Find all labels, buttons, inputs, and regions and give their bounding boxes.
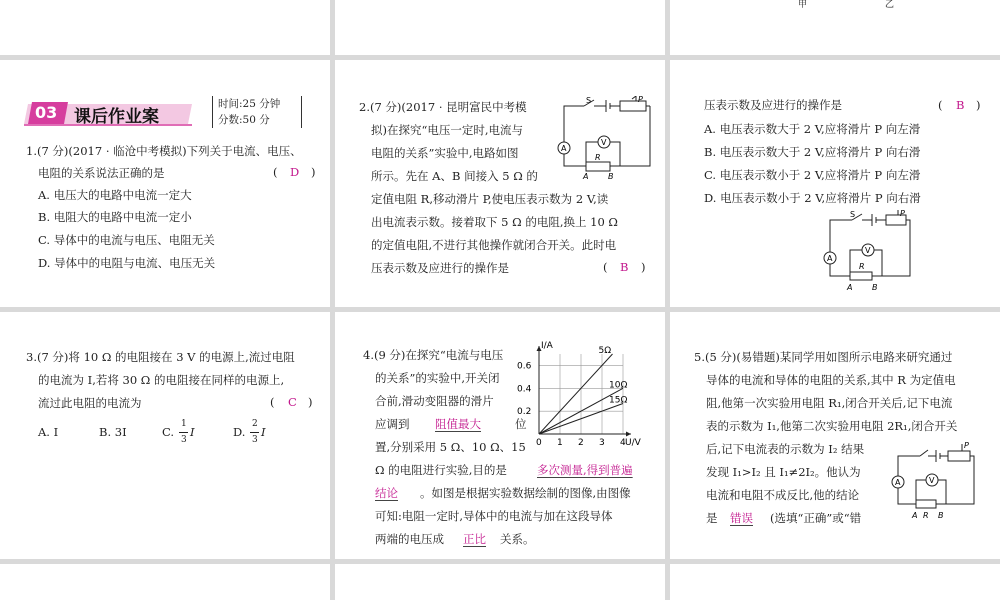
q3-option-c-den: 3 (181, 435, 187, 445)
q5-line-5: 后,记下电流表的示数为 I₂ 结果 (706, 442, 865, 456)
q5-voltmeter-label: V (929, 476, 935, 485)
top-panel-right (670, 0, 1000, 55)
circuit-label-p: P (638, 96, 643, 104)
q4-line-6-pre: Ω 的电阻进行实验,目的是 (375, 463, 507, 477)
q1-paren-open: ( (273, 165, 278, 179)
panel-q1 (0, 60, 330, 307)
q4-iu-chart (513, 340, 663, 448)
q4-line-4-pre: 应调到 (375, 417, 410, 431)
q3-option-d-num: 2 (252, 419, 258, 429)
label-yi: 乙 (885, 0, 895, 10)
q5-line-4: 表的示数为 I₁,他第二次实验用电阻 2R₁,闭合开关 (706, 419, 958, 433)
series-label-2: 15Ω (609, 395, 628, 406)
ammeter-label: A (561, 144, 567, 153)
q5-line-6: 发现 I₁>I₂ 且 I₁≠2I₂。他认为 (706, 465, 861, 479)
node-b-label: B (608, 172, 614, 180)
q5-line-1: 5.(5 分)(易错题)某同学用如图所示电路来研究通过 (694, 350, 953, 364)
q1-option-b: B. 电阻大的电路中电流一定小 (38, 210, 192, 224)
x-axis-arrow (626, 432, 631, 437)
y-axis-label: I/A (541, 341, 553, 351)
q2c-option-a: A. 电压表示数大于 2 V,应将滑片 P 向左滑 (704, 122, 921, 136)
q2-line-4: 所示。先在 A、B 间接入 5 Ω 的 (371, 169, 538, 183)
q3-option-d-den: 3 (252, 435, 258, 445)
q2c-label-p: P (900, 210, 905, 218)
q1-option-a: A. 电压大的电路中电流一定大 (38, 188, 192, 202)
q4-blank-2b: 结论 (375, 486, 398, 500)
q3-paren-close: ) (308, 395, 313, 409)
q2-answer: B (620, 260, 629, 274)
panel-q5 (670, 312, 1000, 559)
q1-paren-close: ) (311, 165, 316, 179)
q5-node-a-label: A (912, 511, 918, 520)
q5-ammeter-label: A (895, 478, 901, 487)
x-tick-label-1: 1 (557, 438, 563, 448)
q5-line-8-post: (选填“正确”或“错 (770, 511, 862, 525)
q5-line-8-pre: 是 (706, 511, 718, 525)
panel-q3 (0, 312, 330, 559)
q3-line-1: 3.(7 分)将 10 Ω 的电阻接在 3 V 的电源上,流过电阻 (26, 350, 295, 364)
section-banner (24, 100, 192, 126)
q1-answer: D (290, 165, 300, 179)
bottom-panel-right (670, 564, 1000, 600)
q4-line-9-post: 关系。 (500, 532, 535, 546)
label-jia: 甲 (798, 0, 808, 10)
q2c-paren-close: ) (976, 98, 981, 112)
section-number: 03 (35, 103, 58, 122)
q2c-circuit-diagram (820, 210, 920, 292)
panel-q2 (335, 60, 665, 307)
bottom-panel-middle (335, 564, 665, 600)
x-axis-label: U/V (625, 438, 641, 448)
q5-line-7: 电流和电阻不成反比,他的结论 (706, 488, 860, 502)
series-label-1: 10Ω (609, 380, 628, 391)
x-tick-label-4: 4 (620, 438, 626, 448)
q4-line-3: 合前,滑动变阻器的滑片 (375, 394, 494, 408)
q2c-answer: B (956, 98, 965, 112)
q4-line-1: 4.(9 分)在探究“电流与电压 (363, 348, 504, 362)
resistor-label: R (595, 153, 601, 162)
q4-line-5: 置,分别采用 5 Ω、10 Ω、15 (375, 440, 526, 454)
q2c-voltmeter-label: V (865, 246, 871, 255)
q1-line-2: 电阻的关系说法正确的是 (38, 166, 165, 180)
x-tick-label-3: 3 (599, 438, 605, 448)
score-text: 分数:50 分 (218, 114, 270, 126)
q4-line-9-pre: 两端的电压成 (375, 532, 444, 546)
x-tick-label-2: 2 (578, 438, 584, 448)
q2c-option-b: B. 电压表示数大于 2 V,应将滑片 P 向右滑 (704, 145, 921, 159)
q2c-label-s: S (850, 210, 856, 219)
q5-node-b-label: B (938, 511, 944, 520)
y-tick-label-2: 0.6 (517, 361, 532, 372)
q2c-line: 压表示数及应进行的操作是 (704, 98, 842, 112)
q2-line-3: 电阻的关系”实验中,电路如图 (371, 146, 519, 160)
series-label-0: 5Ω (598, 346, 612, 356)
q1-option-d: D. 导体中的电阻与电流、电压无关 (38, 256, 216, 270)
q2-paren-close: ) (641, 260, 646, 274)
y-tick-label-0: 0.2 (517, 407, 532, 418)
panel-q2-continued (670, 60, 1000, 307)
q5-label-p: P (964, 441, 969, 450)
top-panel-middle (335, 0, 665, 55)
section-title: 课后作业案 (74, 107, 159, 127)
q4-line-4-post: 位 (515, 417, 527, 431)
q2c-option-d: D. 电压表示数小于 2 V,应将滑片 P 向右滑 (704, 191, 921, 205)
q2-paren-open: ( (603, 260, 608, 274)
q5-blank: 错误 (730, 511, 753, 525)
node-a-label: A (583, 172, 589, 180)
y-tick-label-1: 0.4 (517, 384, 532, 395)
q2c-resistor-label: R (859, 262, 865, 271)
circuit-label-s: S (586, 96, 592, 105)
q3-answer: C (288, 395, 297, 409)
q5-line-2: 导体的电流和导体的电阻的关系,其中 R 为定值电 (706, 373, 956, 387)
top-panel-left (0, 0, 330, 55)
q5-line-3: 阻,他第一次实验用电阻 R₁,闭合开关后,记下电流 (706, 396, 953, 410)
q4-line-7-post: 。如图是根据实验数据绘制的图像,由图像 (420, 486, 631, 500)
q2-circuit-diagram (550, 96, 662, 180)
q5-circuit-diagram (890, 438, 980, 522)
q2c-paren-open: ( (938, 98, 943, 112)
time-text: 时间:25 分钟 (218, 98, 281, 110)
q3-option-c-num: 1 (181, 419, 187, 429)
q2c-option-c: C. 电压表示数小于 2 V,应将滑片 P 向左滑 (704, 168, 921, 182)
q5-resistor-label: R (923, 511, 929, 520)
q2-line-7: 的定值电阻,不进行其他操作就闭合开关。此时电 (371, 238, 617, 252)
q2-line-6: 出电流表示数。接着取下 5 Ω 的电阻,换上 10 Ω (371, 215, 618, 229)
q2-line-1: 2.(7 分)(2017 · 昆明富民中考模 (359, 100, 527, 114)
q4-blank-1: 阻值最大 (435, 417, 481, 431)
q3-paren-open: ( (270, 395, 275, 409)
q4-blank-2a: 多次测量,得到普遍 (537, 463, 633, 477)
q3-option-d-label: D. (233, 425, 246, 439)
q4-blank-3: 正比 (463, 532, 486, 546)
q1-option-c: C. 导体中的电流与电压、电阻无关 (38, 233, 215, 247)
panel-q4 (335, 312, 665, 559)
series-line-0 (539, 354, 613, 434)
q1-line-1: 1.(7 分)(2017 · 临沧中考模拟)下列关于电流、电压、 (26, 144, 302, 158)
q3-line-3: 流过此电阻的电流为 (38, 396, 142, 410)
voltmeter-label: V (601, 138, 607, 147)
q3-option-c-tail: I (190, 425, 195, 439)
q3-option-d-tail: I (261, 425, 266, 439)
q3-option-c-label: C. (162, 425, 175, 439)
q2-line-8: 压表示数及应进行的操作是 (371, 261, 509, 275)
q4-line-8: 可知:电阻一定时,导体中的电流与加在这段导体 (375, 509, 613, 523)
q4-line-2: 的关系”的实验中,开关闭 (375, 371, 500, 385)
q3-option-a: A. I (38, 425, 59, 439)
q2-line-2: 拟)在探究“电压一定时,电流与 (371, 123, 524, 137)
q3-line-2: 的电流为 I,若将 30 Ω 的电阻接在同样的电源上, (38, 373, 285, 387)
q2c-node-a-label: A (847, 283, 853, 292)
q2c-node-b-label: B (872, 283, 878, 292)
time-score-box (212, 96, 302, 128)
q2c-ammeter-label: A (827, 254, 833, 263)
q3-option-b: B. 3I (99, 425, 127, 439)
q2-line-5: 定值电阻 R,移动滑片 P,使电压表示数为 2 V,读 (371, 192, 609, 206)
bottom-panel-left (0, 564, 330, 600)
x-tick-label-0: 0 (536, 438, 542, 448)
